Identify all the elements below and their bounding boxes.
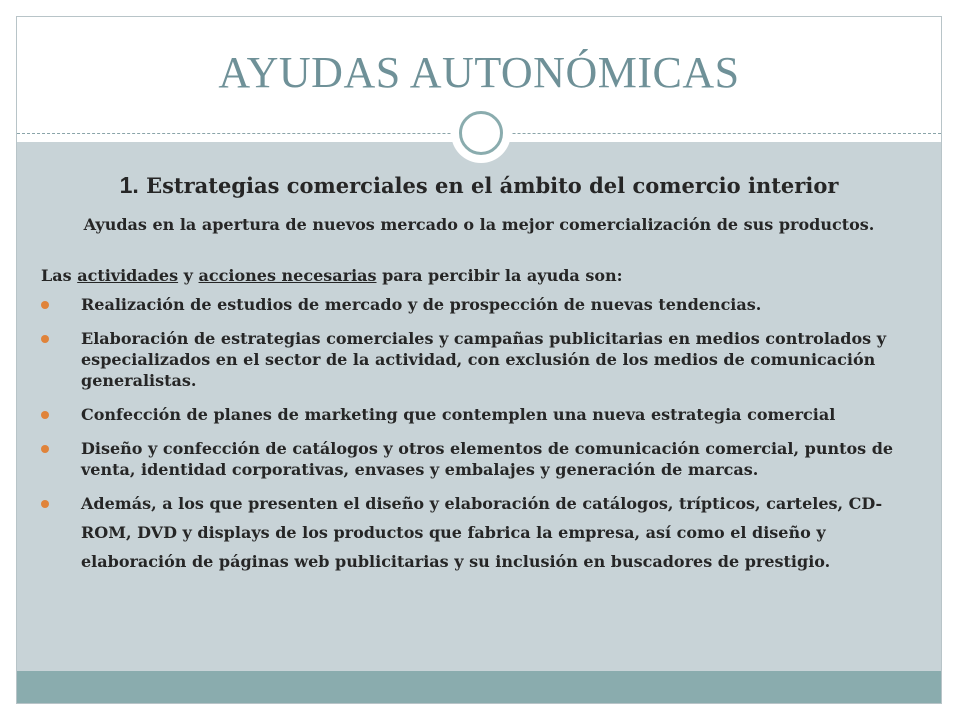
intro-text: Ayudas en la apertura de nuevos mercado o la mejor comercialización de sus productos. xyxy=(83,215,875,234)
section-heading xyxy=(17,172,941,199)
bullet-dot-icon xyxy=(41,335,49,343)
list-item-text: Realización de estudios de mercado y de prospección de nuevas tendencias. xyxy=(81,295,762,314)
list-item-text: Confección de planes de marketing que contemplen una nueva estrategia comercial xyxy=(81,405,836,424)
slide-title: AYUDAS AUTONÓMICAS xyxy=(218,48,740,97)
lead-text xyxy=(41,266,623,285)
footer-bar xyxy=(17,671,941,703)
list-item xyxy=(41,294,913,315)
list-item xyxy=(41,328,913,391)
list-item-text: Elaboración de estrategias comerciales y campañas publicitarias en medios controlados y especializados en el sector de la actividad, con exclusión de los medios de comunicación generalistas. xyxy=(81,329,887,390)
bullet-dot-icon xyxy=(41,445,49,453)
bullet-dot-icon xyxy=(41,411,49,419)
list-item xyxy=(41,438,913,480)
content-panel xyxy=(17,142,941,671)
lead-mid: y xyxy=(178,266,199,285)
list-item-text: Diseño y confección de catálogos y otros elementos de comunicación comercial, puntos de venta, identidad corporativas, envases y embalajes y generación de marcas. xyxy=(81,439,894,479)
lead-post: para percibir la ayuda son: xyxy=(376,266,623,285)
list-item xyxy=(41,489,913,576)
bullet-dot-icon xyxy=(41,301,49,309)
list-item-text: Además, a los que presenten el diseño y elaboración de catálogos, trípticos, carteles, CD-ROM, DVD y displays de los productos que fabrica la empresa, así como el diseño y elaboración de páginas web publicitarias y su inclusión en buscadores de prestigio. xyxy=(81,494,883,571)
bullet-list xyxy=(41,294,913,589)
section-number: 1. xyxy=(119,172,139,198)
ring-icon xyxy=(459,111,503,155)
section-heading-text: Estrategias comerciales en el ámbito del comercio interior xyxy=(146,173,839,198)
bullet-dot-icon xyxy=(41,500,49,508)
list-item xyxy=(41,404,913,425)
lead-pre: Las xyxy=(41,266,78,285)
lead-term-activities: actividades xyxy=(77,266,179,285)
lead-term-actions: acciones necesarias xyxy=(198,266,377,285)
